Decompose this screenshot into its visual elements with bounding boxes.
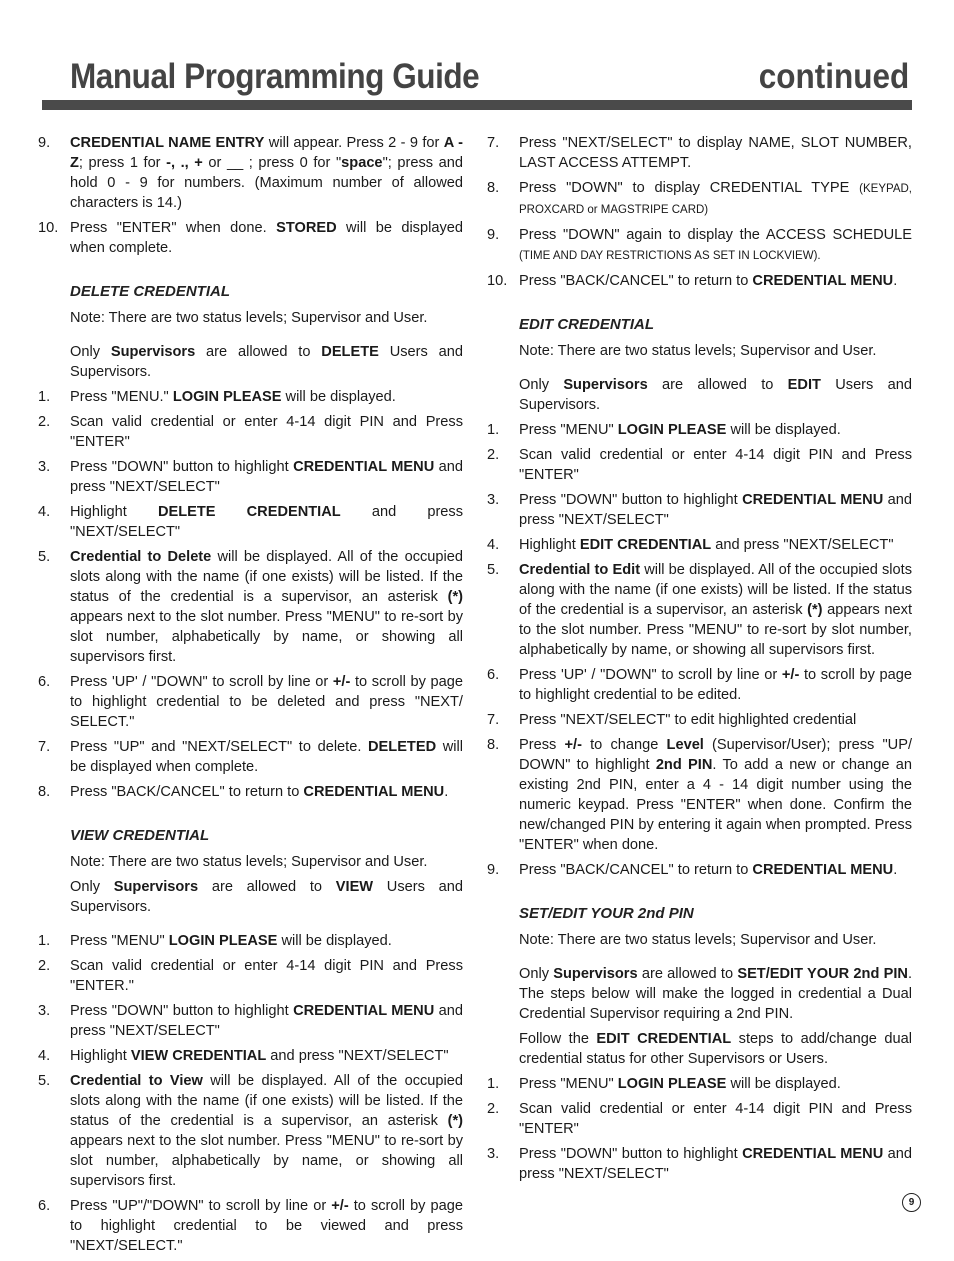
page-number: 9 — [902, 1193, 921, 1212]
list-item: 1. Press "MENU." LOGIN PLEASE will be displayed. — [38, 389, 396, 405]
section-title-delete: DELETE CREDENTIAL — [70, 283, 231, 300]
list-item: 10. Press "ENTER" when done. STORED will be displayed when complete. — [38, 220, 463, 256]
list-item: 1. Press "MENU" LOGIN PLEASE will be displayed. — [487, 422, 841, 438]
list-item: 7. Press "UP" and "NEXT/SELECT" to delete. DELETED will be displayed when complete. — [38, 739, 463, 775]
list-item: 1. Press "MENU" LOGIN PLEASE will be displayed. — [38, 933, 392, 949]
list-item: 1. Press "MENU" LOGIN PLEASE will be displayed. — [487, 1076, 841, 1092]
section-title-view: VIEW CREDENTIAL — [70, 827, 210, 844]
permission-note: Only Supervisors are allowed to SET/EDIT YOUR 2nd PIN. The steps below will make the logged in credential a Dual Credential Supervisor requiring a 2nd PIN. — [519, 966, 912, 1022]
right-column — [487, 133, 912, 1189]
list-item: 2. Scan valid credential or enter 4-14 digit PIN and Press "ENTER." — [38, 958, 463, 994]
status-note: Note: There are two status levels; Supervisor and User. — [519, 932, 877, 948]
status-note: Note: There are two status levels; Supervisor and User. — [70, 310, 428, 326]
list-item: 3. Press "DOWN" button to highlight CREDENTIAL MENU and press "NEXT/SELECT" — [38, 459, 463, 495]
list-item: 3. Press "DOWN" button to highlight CREDENTIAL MENU and press "NEXT/SELECT" — [38, 1003, 463, 1039]
list-item: 5. Credential to Delete will be displayed. All of the occupied slots along with the name (if one exists) will be listed. If the status of the credential is a supervisor, an asterisk (*) appears next to the slot number. Press "MENU" to re-sort by slot number, alphabetically by name, or showing all supervisors first. — [38, 549, 463, 665]
list-item: 4. Highlight EDIT CREDENTIAL and press "NEXT/SELECT" — [487, 537, 894, 553]
list-item: 8. Press +/- to change Level (Supervisor/User); press "UP/ DOWN" to highlight 2nd PIN. To add a new or change an existing 2nd PIN, enter a 4 - 14 digit number using the numeric keypad. Press "ENTER" when done. Confirm the new/changed PIN by entering it again when prompted. Press "ENTER" when done. — [487, 737, 913, 853]
list-item: 6. Press "UP"/"DOWN" to scroll by line or +/- to scroll by page to highlight credential to be viewed and press "NEXT/SELECT." — [38, 1198, 463, 1254]
list-item: 2. Scan valid credential or enter 4-14 digit PIN and Press "ENTER" — [487, 1101, 912, 1137]
status-note: Note: There are two status levels; Supervisor and User. — [519, 343, 877, 359]
list-item: 8. Press "DOWN" to display CREDENTIAL TYPE (KEYPAD, PROXCARD or MAGSTRIPE CARD) — [487, 180, 912, 216]
list-item: 9. CREDENTIAL NAME ENTRY will appear. Press 2 - 9 for A - Z; press 1 for -, ., + or __ ; press 0 for "space"; press and hold 0 - 9 for numbers. (Maximum number of allowed characters is 14.) — [38, 135, 463, 211]
list-item: 9. Press "BACK/CANCEL" to return to CREDENTIAL MENU. — [487, 862, 898, 878]
permission-note: Only Supervisors are allowed to VIEW Users and Supervisors. — [70, 879, 463, 915]
list-item: 7. Press "NEXT/SELECT" to display NAME, SLOT NUMBER, LAST ACCESS ATTEMPT. — [487, 135, 912, 171]
list-item: 5. Credential to View will be displayed. All of the occupied slots along with the name (if one exists) will be listed. If the status of the credential is a supervisor, an asterisk (*) appears next to the slot number. Press "MENU" to re-sort by slot number, alphabetically by name, or showing all supervisors first. — [38, 1073, 463, 1189]
list-item: 7. Press "NEXT/SELECT" to edit highlighted credential — [487, 712, 857, 728]
list-item: 9. Press "DOWN" again to display the ACCESS SCHEDULE (TIME AND DAY RESTRICTIONS AS SET IN LOCKVIEW). — [487, 227, 912, 262]
list-item: 4. Highlight VIEW CREDENTIAL and press "NEXT/SELECT" — [38, 1048, 449, 1064]
permission-note: Only Supervisors are allowed to EDIT Users and Supervisors. — [519, 377, 912, 413]
permission-note: Only Supervisors are allowed to DELETE Users and Supervisors. — [70, 344, 463, 380]
list-item: 4. Highlight DELETE CREDENTIAL and press "NEXT/SELECT" — [38, 504, 464, 540]
left-column — [38, 133, 463, 1261]
header-rule — [42, 100, 912, 110]
status-note: Note: There are two status levels; Supervisor and User. — [70, 854, 428, 870]
list-item: 3. Press "DOWN" button to highlight CREDENTIAL MENU and press "NEXT/SELECT" — [487, 1146, 912, 1182]
list-item: 2. Scan valid credential or enter 4-14 digit PIN and Press "ENTER" — [487, 447, 912, 483]
page-title: Manual Programming Guide — [70, 57, 480, 96]
section-title-2nd-pin: SET/EDIT YOUR 2nd PIN — [519, 905, 694, 922]
list-item: 6. Press 'UP' / "DOWN" to scroll by line or +/- to scroll by page to highlight credential to be edited. — [487, 667, 913, 703]
list-item: 2. Scan valid credential or enter 4-14 digit PIN and Press "ENTER" — [38, 414, 463, 450]
list-item: 8. Press "BACK/CANCEL" to return to CREDENTIAL MENU. — [38, 784, 449, 800]
section-title-edit: EDIT CREDENTIAL — [519, 316, 654, 333]
follow-note: Follow the EDIT CREDENTIAL steps to add/change dual credential status for other Supervisors or Users. — [519, 1031, 912, 1067]
list-item: 6. Press 'UP' / "DOWN" to scroll by line or +/- to scroll by page to highlight credential to be deleted and press "NEXT/ SELECT." — [38, 674, 464, 730]
list-item: 3. Press "DOWN" button to highlight CREDENTIAL MENU and press "NEXT/SELECT" — [487, 492, 912, 528]
list-item: 5. Credential to Edit will be displayed. All of the occupied slots along with the name (if one exists) will be listed. If the status of the credential is a supervisor, an asterisk (*) appears next to the slot number. Press "MENU" to re-sort by slot number, alphabetically by name, or showing all supervisors first. — [487, 562, 912, 658]
continued-label: continued — [758, 57, 909, 96]
list-item: 10. Press "BACK/CANCEL" to return to CREDENTIAL MENU. — [487, 273, 898, 289]
page-header — [70, 52, 909, 102]
